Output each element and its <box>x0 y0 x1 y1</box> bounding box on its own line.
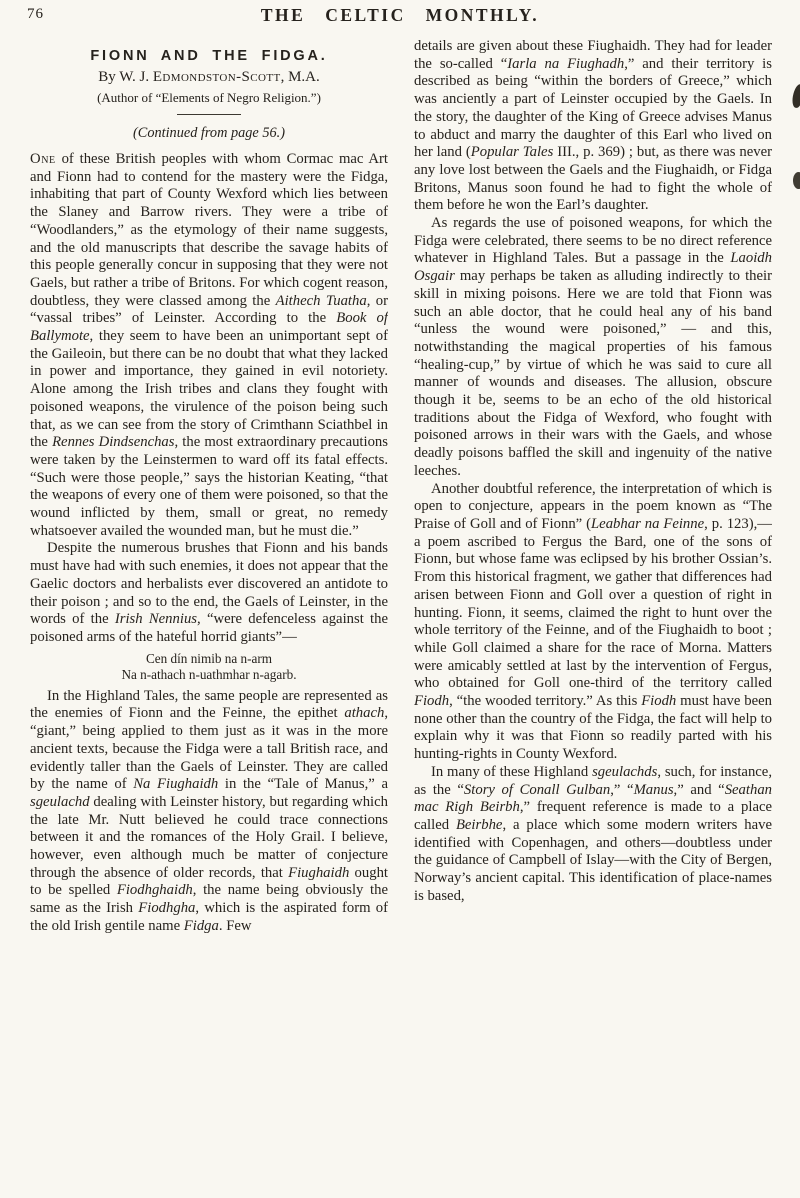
italic-term: Rennes Dindsenchas <box>52 434 175 451</box>
italic-term: Fiodhghaidh <box>116 882 193 899</box>
paragraph <box>30 688 388 936</box>
article-head <box>30 48 388 142</box>
byline-suffix: , M.A. <box>280 69 320 85</box>
italic-term: Na Fiughaidh <box>133 776 219 793</box>
text-run: may perhaps be taken as alluding indirectly to their skill in mixing poisons. Here we are told that Fionn was such an able doctor, that he could heal any of his band “unless the wound were poisoned,” — and this, notwithstanding the magical properties of his famous “healing-cup,” by virtue of which he was said to cure all manner of wounds and diseases. The allusion, obscure though it be, seems to be an echo of the old historical traditions about the Fidga of Wexford, who fought with poisoned arrows in their wars with the Gaels, and whose deadly poisons baffled the skill and ingenuity of the native leeches. <box>414 268 772 479</box>
italic-term: Fidga <box>183 917 219 934</box>
text-run: , p. 123),—a poem ascribed to Fergus the Bard, one of the sons of Fionn, but whose fame was eclipsed by his brother Ossian’s. From this historical fragment, we gather that differences had arisen between Fionn and Goll over a question of right in hunting. Fionn, it seems, claimed the right to hunt over the whole territory of the Feinne, and of the Fiughaidh to boot ; while Goll claimed a share for the race of Morna. Matters were amicably settled at last by the intervention of Fergus, who obtained for Goll one-third of the territory called <box>414 515 772 692</box>
paragraph <box>414 215 772 481</box>
italic-term: sgeulachds <box>592 763 658 780</box>
continuation-note: (Continued from page 56.) <box>133 125 285 141</box>
text-run: As regards the use of poisoned weapons, for which the Fidga were celebrated, there seems to be no direct reference whatever in Highland Tales. But a passage in the <box>414 215 772 267</box>
journal-title: THE CELTIC MONTHLY. <box>260 5 540 25</box>
italic-term: Manus <box>633 781 674 798</box>
italic-term: Beirbhe <box>455 816 503 833</box>
column-left <box>30 38 388 1194</box>
italic-term: Seathan mac Righ Beirbh <box>414 781 772 816</box>
text-run: in the “Tale of Manus,” a <box>218 776 388 793</box>
column-right-body <box>414 38 772 905</box>
italic-term: Aithech Tuatha <box>275 292 367 309</box>
paragraph <box>30 540 388 646</box>
italic-term: Fiodh <box>641 693 677 710</box>
verse-line: Cen dín nimib na n-arm <box>146 650 272 666</box>
italic-term: Popular Tales <box>470 144 554 161</box>
italic-term: Laoidh Osgair <box>414 250 772 285</box>
scan-ink-artifact <box>793 172 800 189</box>
italic-term: Fiughaidh <box>288 864 350 881</box>
article-title: FIONN AND THE FIDGA. <box>90 48 328 64</box>
verse-line: Na n-athach n-uathmhar n-agarb. <box>121 667 297 683</box>
text-run: ,” “ <box>610 781 634 798</box>
text-run: ought to be spelled <box>30 864 388 899</box>
text-run: , which is the aspirated form of the old Irish gentile name <box>30 900 388 934</box>
text-run: details are given about these Fiughaidh. They had for leader the so-called “ <box>414 38 772 72</box>
column-left-body <box>30 151 388 936</box>
columns <box>30 38 772 1194</box>
text-run: , such, for instance, as the “ <box>414 763 772 798</box>
paragraph <box>414 481 772 764</box>
scan-ink-artifact <box>791 83 800 108</box>
author-note: (Author of “Elements of Negro Religion.”) <box>97 90 321 105</box>
text-run: ,” and “ <box>673 781 725 798</box>
text-run: of these British peoples with whom Cormac mac Art and Fionn had to contend for the mastery were the Fidga, inhabiting that part of County Wexford which lies between the Slaney and Barrow rivers. They were a tribe of “Woodlanders,” as the etymology of their name suggests, and the old manuscripts that describe the savage habits of this people generally concur in supposing that they were not Gaels, but rather a tribe of Britons. For which cogent reason, doubtless, they were classed among the <box>30 151 388 309</box>
byline-prefix: By W. J. <box>98 69 153 85</box>
text-run: , the most extraordinary precautions were taken by the Leinstermen to ward off its fatal effects. “Such were those people,” says the historian Keating, “that the weapons of every one of them were poisoned, so that the wound inflicted by them, small or great, no remedy whatsoever availed the wounded man, but he must die.” <box>30 434 388 539</box>
text-run: dealing with Leinster history, but regarding which the late Mr. Nutt believed he could trace connections between it and the romances of the Holy Grail. I believe, however, even although much be matter of conjecture through the absence of older records, that <box>30 793 388 881</box>
italic-term: Book of Ballymote <box>30 310 388 345</box>
byline <box>30 69 388 86</box>
byline-author-name: Edmondston-Scott <box>152 69 281 85</box>
text-run: , “the wooded territory.” As this <box>449 693 642 710</box>
italic-term: Fiodhgha <box>138 900 196 917</box>
text-run: Another doubtful reference, the interpretation of which is open to conjecture, appears in the poem known as “The Praise of Goll and of Fionn” ( <box>414 480 772 532</box>
text-run: must have been none other than the country of the Fidga, the fact will help to explain why it was that Fionn so readily parted with his hunting-rights in County Wexford. <box>414 693 772 763</box>
text-run: Despite the numerous brushes that Fionn and his bands must have had with such enemies, it does not appear that the Gaelic doctors and herbalists ever discovered an antidote to their poison ; and so to the end, the Gaels of Leinster, in the words of the <box>30 540 388 628</box>
italic-term: Story of Conall Gulban <box>463 781 611 798</box>
italic-term: Leabhar na Feinne <box>591 515 705 532</box>
italic-term: Irish Nennius <box>114 611 198 628</box>
lead-word: One <box>30 151 56 167</box>
italic-term: athach <box>344 705 385 722</box>
text-run: III., p. 369) ; but, as there was never any love lost between the Gaels and the Fiughaidh, or Fidga Britons, Manus soon found he had to fight the whole of them before he won the Earl’s daughter. <box>414 144 772 214</box>
verse <box>30 651 388 684</box>
paragraph <box>414 764 772 906</box>
text-run: , “were defenceless against the poisoned arms of the hateful horrid giants”— <box>30 611 388 645</box>
page-number: 76 <box>27 6 44 22</box>
italic-term: Fiodh <box>414 693 450 710</box>
text-run: In the Highland Tales, the same people are represented as the enemies of Fionn and the Feinne, the epithet <box>30 687 388 722</box>
text-run: , or “vassal tribes” of Leinster. According to the <box>30 292 388 327</box>
text-run: , they seem to have been an unimportant sept of the Gaileoin, but there can be no doubt that what they lacked in power and importance, they gained in evil notoriety. Alone among the Irish tribes and clans they fought with poisoned weapons, the virulence of the poison being such that, as we can see from the story of Crimthann Sciathbel in the <box>30 328 388 451</box>
text-run: ,” and their territory is described as being “within the borders of Greece,” which was anciently a part of Leinster occupied by the Gaels. In the story, the daughter of the King of Greece advises Manus to abduct and marry the daughter of this Earl who lived on her land ( <box>414 55 772 161</box>
text-run: , “giant,” being applied to them just as it was in the more ancient texts, because the Fidga were a tall British race, and evidently taller than the Gaels of Leinster. They are called by the name of <box>30 705 388 793</box>
text-run: ,” frequent reference is made to a place called <box>414 799 772 833</box>
paragraph <box>30 151 388 540</box>
text-run: , the name being obviously the same as the Irish <box>30 882 388 917</box>
column-right <box>414 38 772 1194</box>
paragraph <box>414 38 772 215</box>
text-run: , a place which some modern writers have identified with Copenhagen, and others—doubtless under the guidance of Campbell of Islay—with the City of Bergen, Norway’s ancient capital. This identification of place-names is based, <box>414 816 772 904</box>
italic-term: Iarla na Fiughadh <box>507 55 625 72</box>
italic-term: sgeulachd <box>30 793 90 810</box>
text-run: In many of these Highland <box>431 763 593 780</box>
text-run: . Few <box>218 917 252 934</box>
divider-rule <box>177 114 241 115</box>
